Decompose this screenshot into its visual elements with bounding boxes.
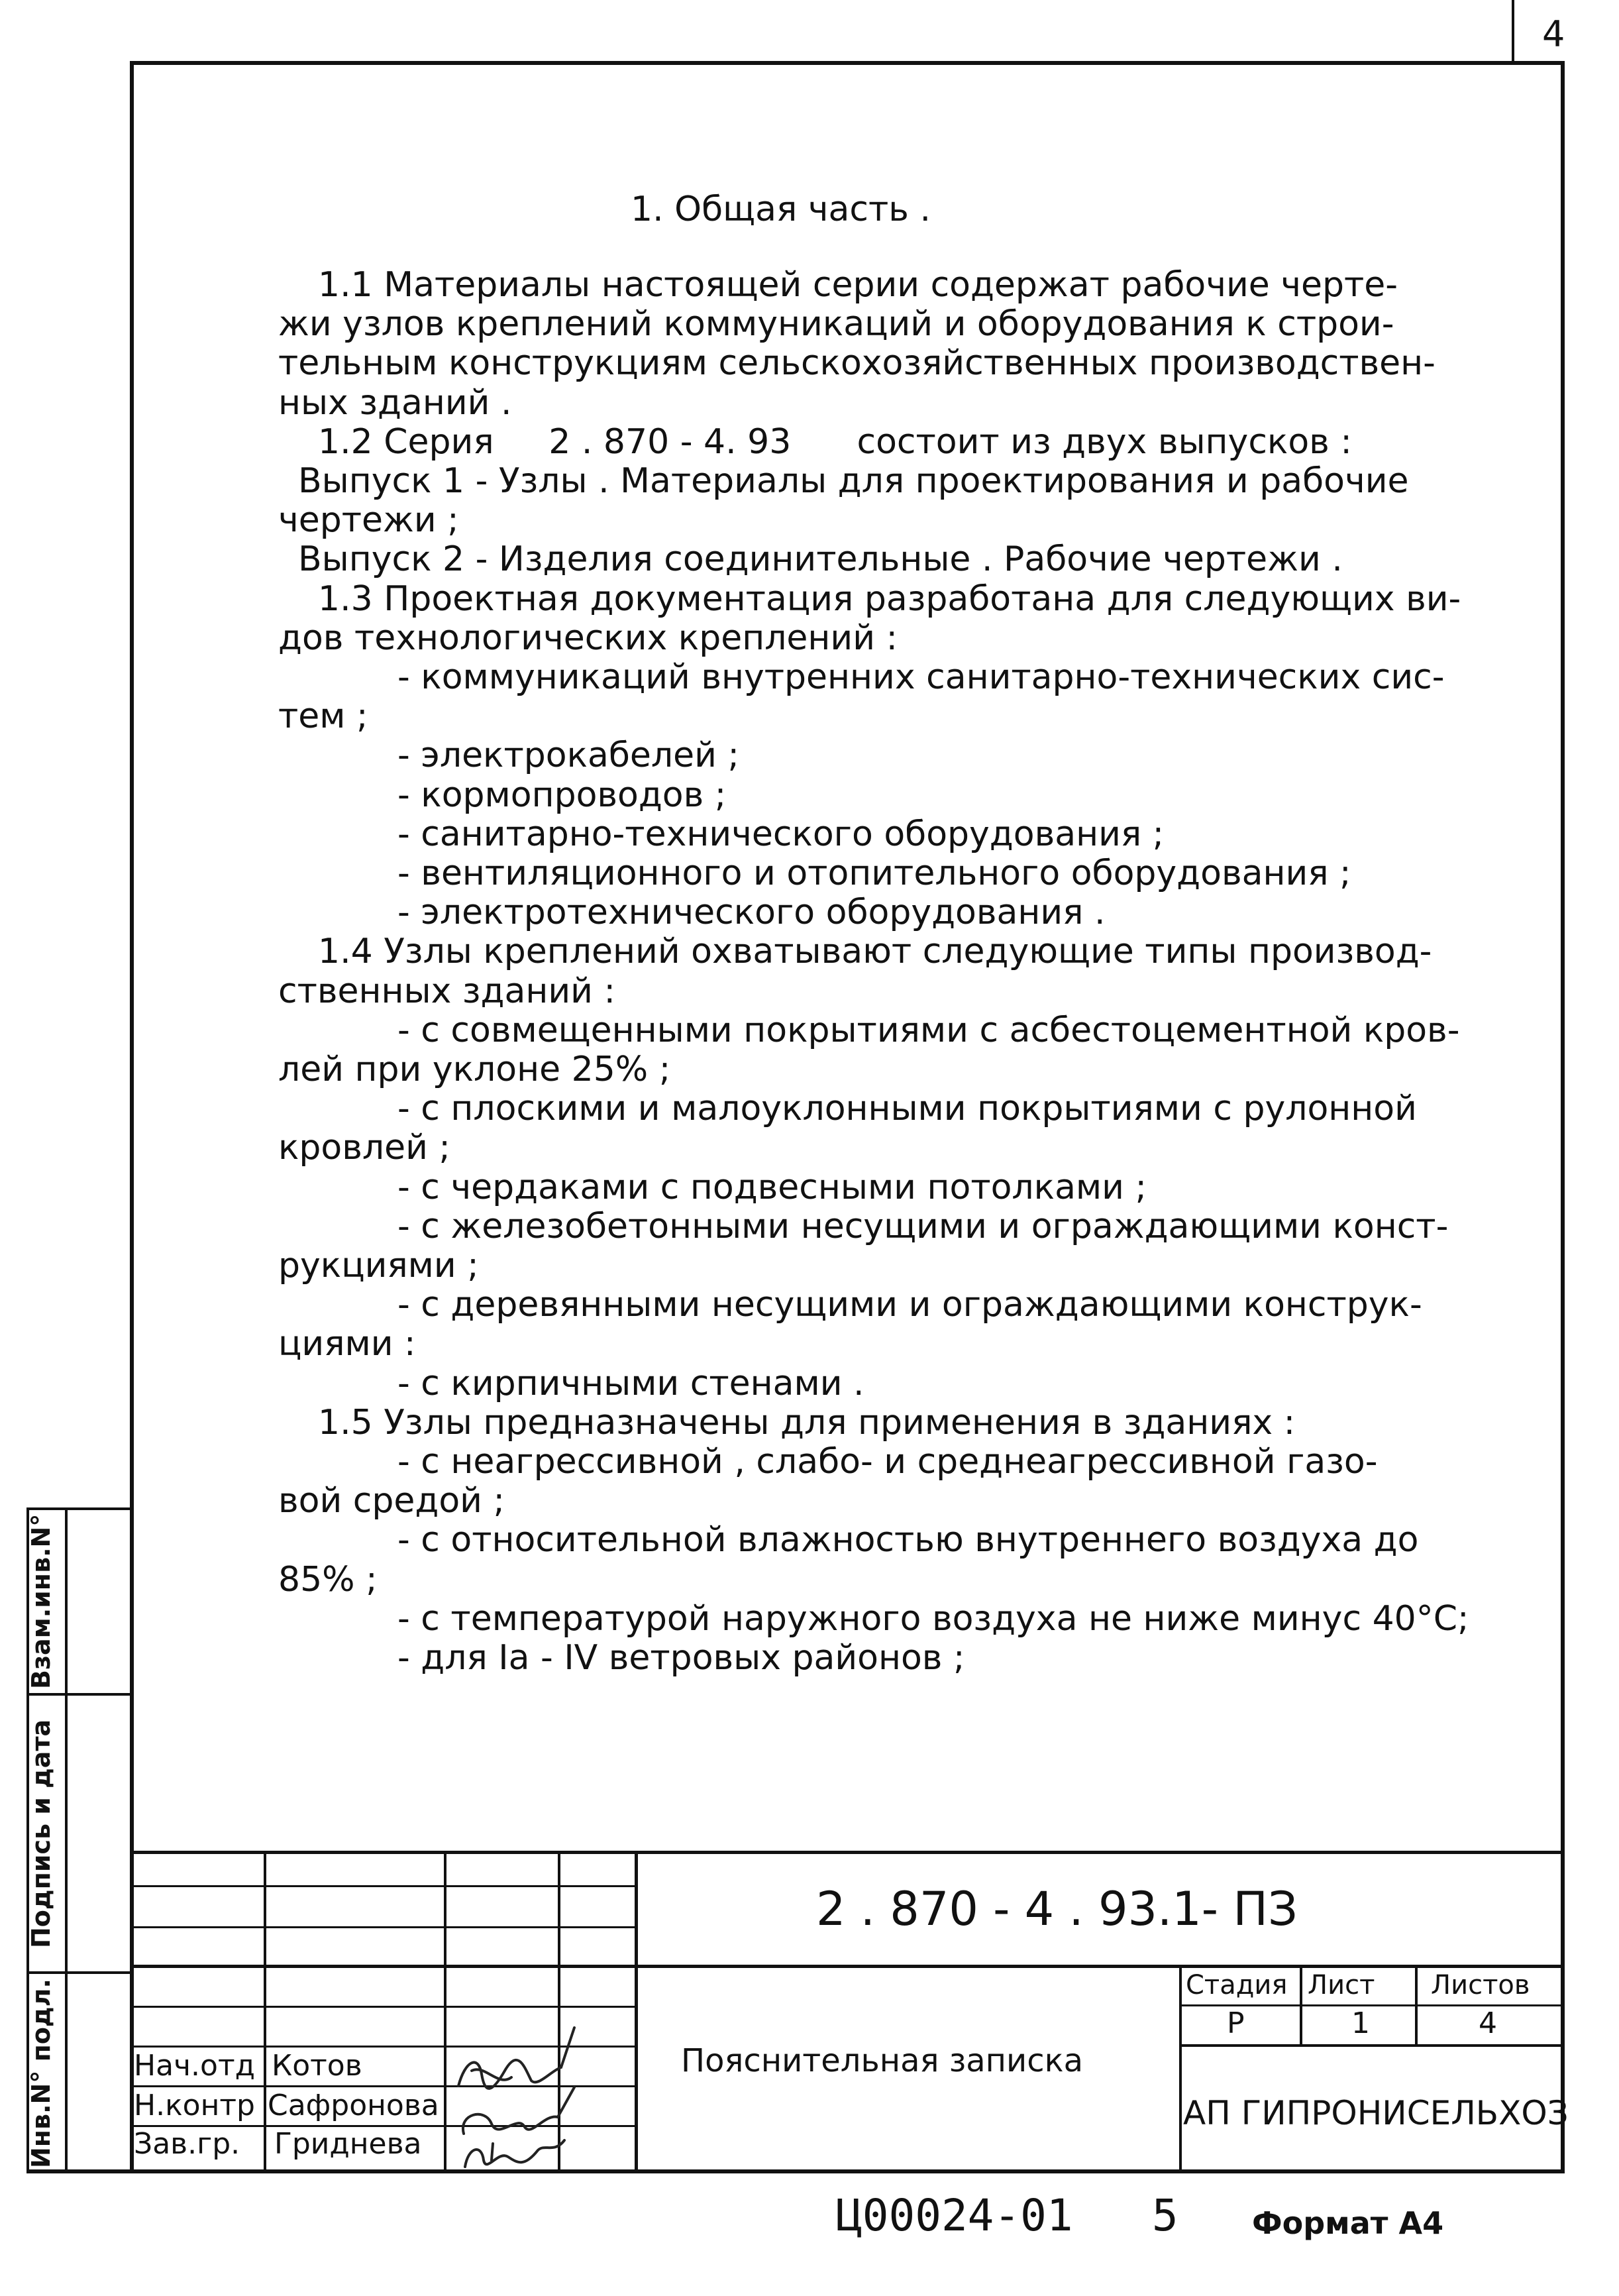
sheets-value: 4: [1479, 2006, 1497, 2040]
frame-top: [130, 61, 1565, 65]
body-line: чертежи ;: [278, 500, 459, 541]
page-number-box-left: [1512, 0, 1514, 61]
body-line: 1.4 Узлы креплений охватывают следующие типы производ-: [318, 932, 1432, 972]
body-line: ных зданий .: [278, 382, 512, 423]
signer-role-3: Зав.гр.: [134, 2127, 240, 2161]
body-line: Выпуск 2 - Изделия соединительные . Рабочие чертежи .: [298, 539, 1343, 580]
body-line: кровлей ;: [278, 1128, 450, 1168]
body-line: - с температурой наружного воздуха не ниже минус 40°С;: [397, 1598, 1469, 1639]
body-line: - с железобетонными несущими и ограждающими конст-: [397, 1206, 1449, 1246]
body-line: - для Ia - IV ветровых районов ;: [397, 1638, 965, 1678]
side-label-replace-inv: Взам.инв.N°: [26, 1513, 56, 1690]
page-number: 4: [1542, 13, 1565, 55]
body-line: - с неагрессивной , слабо- и среднеагрессивной газо-: [397, 1442, 1378, 1482]
body-line: - коммуникаций внутренних санитарно-технических сис-: [397, 657, 1445, 697]
body-line: 1.5 Узлы предназначены для применения в зданиях :: [318, 1402, 1296, 1443]
frame-bottom: [26, 2169, 1565, 2173]
body-line: 1.2 Серия 2 . 870 - 4. 93 состоит из двух выпусков :: [318, 421, 1352, 462]
footer-stamp-number: Ц00024-01 5: [836, 2190, 1178, 2241]
sheets-header: Листов: [1431, 1970, 1530, 2000]
body-line: жи узлов креплений коммуникаций и оборудования к строи-: [278, 304, 1394, 345]
body-line: 85% ;: [278, 1559, 378, 1600]
body-line: - вентиляционного и отопительного оборудования ;: [397, 853, 1351, 893]
body-line: - с деревянными несущими и ограждающими конструк-: [397, 1285, 1422, 1325]
stamp-row-2: [1179, 2044, 1565, 2047]
doc-code: 2 . 870 - 4 . 93.1- ПЗ: [816, 1882, 1298, 1936]
body-line: дов технологических креплений :: [278, 618, 898, 658]
body-line: тельным конструкциям сельскохозяйственных производствен-: [278, 343, 1436, 384]
side-label-inv-original: Инв.N° подл.: [26, 1979, 56, 2168]
handwritten-signatures: [445, 2008, 578, 2173]
sheet-value: 1: [1351, 2006, 1370, 2040]
signer-name-3: Гриднева: [274, 2127, 422, 2161]
body-line: - с кирпичными стенами .: [397, 1363, 864, 1403]
body-line: рукциями ;: [278, 1246, 479, 1285]
body-line: тем ;: [278, 696, 368, 737]
body-line: - с совмещенными покрытиями с асбестоцементной кров-: [397, 1010, 1460, 1050]
stage-value: Р: [1227, 2006, 1245, 2040]
sheet-header: Лист: [1308, 1970, 1375, 2000]
signer-name-1: Котов: [272, 2049, 362, 2083]
doc-title: Пояснительная записка: [681, 2042, 1084, 2079]
body-line: - электротехнического оборудования .: [397, 893, 1106, 933]
signer-role-2: Н.контр: [134, 2089, 255, 2122]
signer-name-2: Сафронова: [268, 2089, 439, 2122]
side-label-signature-date: Подпись и дата: [26, 1719, 56, 1948]
body-line: лей при уклоне 25% ;: [278, 1050, 671, 1089]
body-line: ственных зданий :: [278, 971, 615, 1011]
tb-top-line: [130, 1851, 1565, 1854]
stage-header: Стадия: [1186, 1970, 1288, 2000]
body-line: циями :: [278, 1324, 416, 1364]
footer-format: Формат А4: [1252, 2205, 1444, 2241]
frame-right: [1561, 61, 1565, 2173]
body-line: вой средой ;: [278, 1481, 505, 1521]
tb-col-4: [635, 1851, 638, 2173]
signer-role-1: Нач.отд: [134, 2049, 256, 2083]
organization: АП ГИПРОНИСЕЛЬХОЗ: [1183, 2094, 1569, 2132]
side-column-right: [65, 1507, 68, 2173]
body-line: Выпуск 1 - Узлы . Материалы для проектирования и рабочие: [298, 461, 1409, 501]
body-line: 1.3 Проектная документация разработана для следующих ви-: [318, 578, 1461, 619]
tb-mid-line: [130, 1965, 1565, 1968]
body-line: 1.1 Материалы настоящей серии содержат рабочие черте-: [318, 265, 1398, 305]
body-line: - с относительной влажностью внутреннего воздуха до: [397, 1520, 1419, 1560]
body-line: - кормопроводов ;: [397, 775, 727, 815]
frame-left: [130, 61, 134, 2173]
body-line: - санитарно-технического оборудования ;: [397, 814, 1165, 854]
stamp-col-left: [1179, 1965, 1182, 2173]
tb-col-1: [264, 1851, 266, 2173]
body-line: - электрокабелей ;: [397, 736, 739, 776]
section-heading: 1. Общая часть .: [631, 190, 931, 229]
body-line: - с чердаками с подвесными потолками ;: [397, 1167, 1147, 1207]
body-line: - с плоскими и малоуклонными покрытиями с рулонной: [397, 1089, 1417, 1129]
